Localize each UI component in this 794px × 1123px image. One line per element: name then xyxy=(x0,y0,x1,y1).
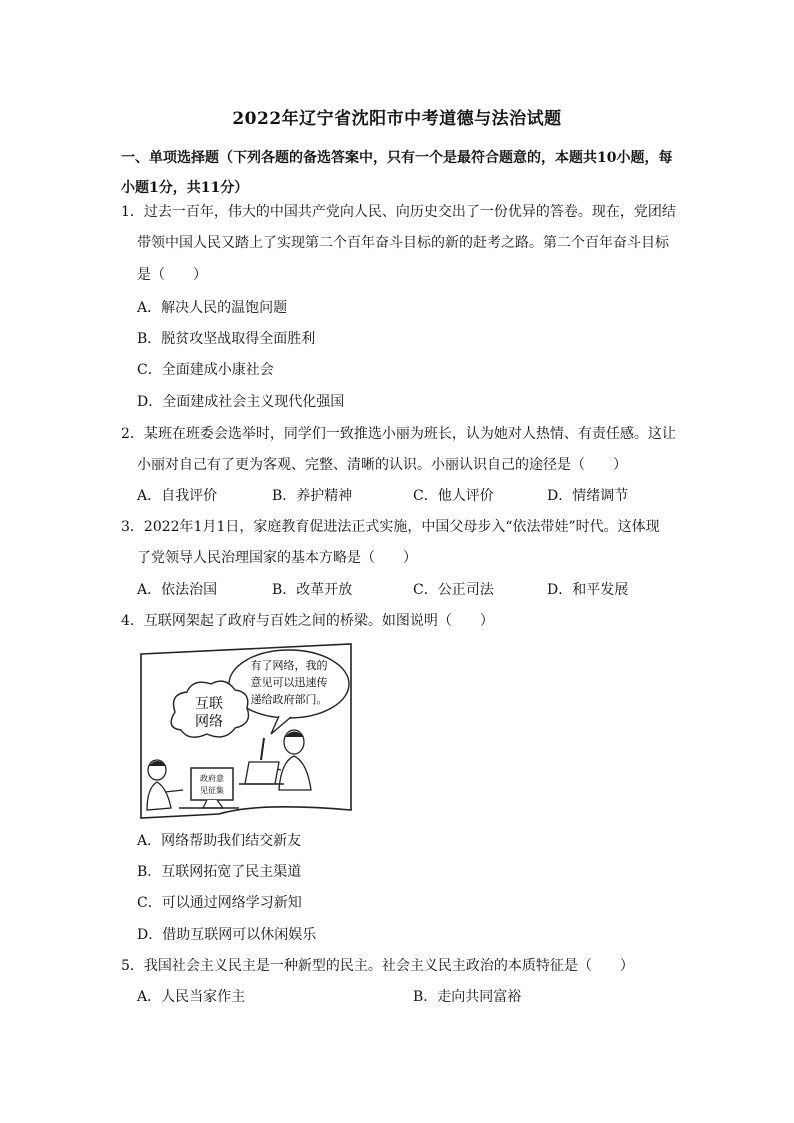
question-4-option-a: A．网络帮助我们结交新友 xyxy=(137,833,302,849)
question-5-option-a: A．人民当家作主 xyxy=(137,989,246,1005)
speech-line-1: 有了网络，我的 xyxy=(250,659,328,672)
question-4-option-c: C．可以通过网络学习新知 xyxy=(137,895,302,911)
question-2-option-b: B．养护精神 xyxy=(272,488,353,504)
monitor-line-2: 见征集 xyxy=(200,786,224,795)
question-1-option-a: A．解决人民的温饱问题 xyxy=(137,300,288,316)
page-title: 2022年辽宁省沈阳市中考道德与法治试题 xyxy=(232,109,562,129)
question-2-option-d: D．情绪调节 xyxy=(547,488,629,504)
question-1-line-2: 带领中国人民又踏上了实现第二个百年奋斗目标的新的赶考之路。第二个百年奋斗目标 xyxy=(137,235,669,251)
question-5-option-b: B．走向共同富裕 xyxy=(413,989,522,1005)
section-heading: 一、单项选择题（下列各题的备选答案中，只有一个是最符合题意的，本题共10小题，每小题1分，共11分） xyxy=(121,150,673,196)
question-1-option-c: C．全面建成小康社会 xyxy=(137,362,274,378)
question-2-line-2: 小丽对自己有了更为客观、完整、清晰的认识。小丽认识自己的途径是（ ） xyxy=(137,457,627,473)
question-4-option-d: D．借助互联网可以休闲娱乐 xyxy=(137,927,317,943)
cartoon-illustration xyxy=(139,642,354,820)
question-3-option-c: C．公正司法 xyxy=(413,582,494,598)
question-2-option-a: A．自我评价 xyxy=(137,488,218,504)
cloud-line-1: 互联 xyxy=(195,696,223,712)
question-5-line-1: 5．我国社会主义民主是一种新型的民主。社会主义民主政治的本质特征是（ ） xyxy=(121,958,634,974)
speech-line-2: 意见可以迅速传 xyxy=(250,676,328,689)
question-3-line-1: 3．2022年1月1日，家庭教育促进法正式实施，中国父母步入“依法带娃”时代。这体现 xyxy=(121,519,660,535)
question-3-option-a: A．依法治国 xyxy=(137,582,218,598)
question-2-line-1: 2．某班在班委会选举时，同学们一致推选小丽为班长，认为她对人热情、有责任感。这让 xyxy=(121,426,676,442)
monitor-line-1: 政府意 xyxy=(200,774,224,783)
question-1-line-3: 是（ ） xyxy=(137,267,207,283)
question-3-option-d: D．和平发展 xyxy=(547,582,629,598)
question-4-line-1: 4．互联网架起了政府与百姓之间的桥梁。如图说明（ ） xyxy=(121,613,494,629)
question-2-option-c: C．他人评价 xyxy=(413,488,494,504)
question-4-option-b: B．互联网拓宽了民主渠道 xyxy=(137,864,302,880)
question-1-option-d: D．全面建成社会主义现代化强国 xyxy=(137,394,345,410)
question-1-line-1: 1．过去一百年，伟大的中国共产党向人民、向历史交出了一份优异的答卷。现在，党团结 xyxy=(121,204,676,220)
question-1-option-b: B．脱贫攻坚战取得全面胜利 xyxy=(137,331,316,347)
question-3-option-b: B．改革开放 xyxy=(272,582,353,598)
speech-line-3: 递给政府部门。 xyxy=(250,693,328,706)
cloud-line-2: 网络 xyxy=(195,714,223,730)
question-3-line-2: 了党领导人民治理国家的基本方略是（ ） xyxy=(137,550,417,566)
